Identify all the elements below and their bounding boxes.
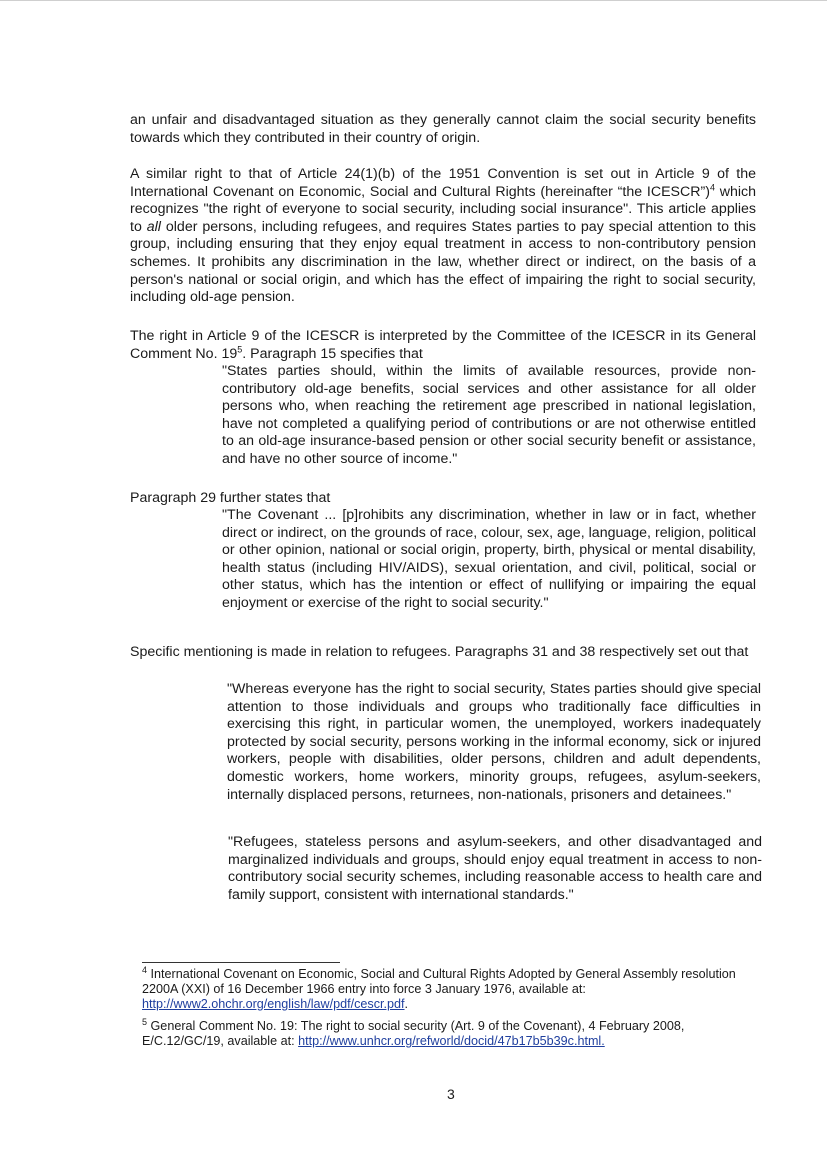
footnote-separator <box>142 962 340 963</box>
quote-paragraph-15: "States parties should, within the limits of available resources, provide non-contributory old-age benefits, social services and other assistance for all older persons who, when reaching the retirement age prescribed in national legislation, have not completed a qualifying period of contributions or are not otherwise entitled to an old-age insurance-based pension or other social security benefit or assistance, and have no other source of income." <box>222 363 756 467</box>
footnote-4-end: . <box>404 997 409 1011</box>
quote-paragraph-31: "Whereas everyone has the right to social security, States parties should give special attention to those individuals and groups who traditionally face difficulties in exercising this right, in particular women, the unemployed, workers inadequately protected by social security, persons working in the informal economy, sick or injured workers, people with disabilities, older persons, children and adult dependents, domestic workers, home workers, minority groups, refugees, asylum-seekers, internally displaced persons, returnees, non-nationals, prisoners and detainees." <box>227 681 761 803</box>
paragraph-icescr-text-c: older persons, including refugees, and requires States parties to pay special attention to this group, including ensuring that they enjoy equal treatment in access to non-contributory pension schemes. It prohibits any discrimination in the law, whether direct or indirect, on the basis of a person's national or social origin, and which has the effect of impairing the right to social security, including old-age pension. <box>130 218 756 306</box>
paragraph-refugees-intro: Specific mentioning is made in relation to refugees. Paragraphs 31 and 38 respectively set out that <box>130 644 749 660</box>
emphasis-all: all <box>146 218 161 235</box>
paragraph-29-intro: Paragraph 29 further states that <box>130 490 331 506</box>
quote-paragraph-38: "Refugees, stateless persons and asylum-seekers, and other disadvantaged and marginalized individuals and groups, should enjoy equal treatment in access to non-contributory social security schemes, including reasonable access to health care and family support, consistent with international standards." <box>228 834 762 903</box>
footnote-5-number: 5 <box>142 1016 148 1027</box>
footnote-ref-5: 5 <box>237 343 243 354</box>
paragraph-icescr-article <box>130 166 756 307</box>
footnote-4-link[interactable]: http://www2.ohchr.org/english/law/pdf/cescr.pdf <box>142 997 405 1011</box>
footnote-4 <box>142 964 742 1012</box>
footnote-5-text: General Comment No. 19: The right to social security (Art. 9 of the Covenant), 4 February 2008, E/C.12/GC/19, available at: <box>142 1019 685 1048</box>
footnote-ref-4: 4 <box>709 181 715 192</box>
page-number: 3 <box>447 1086 455 1102</box>
footnote-4-number: 4 <box>142 964 148 975</box>
scan-edge-line <box>0 0 827 1</box>
quote-paragraph-29: "The Covenant ... [p]rohibits any discrimination, whether in law or in fact, whether direct or indirect, on the grounds of race, colour, sex, age, language, religion, political or other opinion, national or social origin, property, birth, physical or mental disability, health status (including HIV/AIDS), sexual orientation, and civil, political, social or other status, which has the intention or effect of nullifying or impairing the equal enjoyment or exercise of the right to social security." <box>222 507 756 611</box>
paragraph-general-comment <box>130 328 756 363</box>
paragraph-icescr-text-a: A similar right to that of Article 24(1)(b) of the 1951 Convention is set out in Article 9 of the International Covenant on Economic, Social and Cultural Rights (hereinafter “the ICESCR”) <box>130 166 756 200</box>
paragraph-general-comment-text-a: The right in Article 9 of the ICESCR is interpreted by the Committee of the ICESCR in its General Comment No. 19 <box>130 328 756 362</box>
footnote-5-link[interactable]: http://www.unhcr.org/refworld/docid/47b17b5b39c.html. <box>298 1034 605 1048</box>
footnote-4-text: International Covenant on Economic, Social and Cultural Rights Adopted by General Assembly resolution 2200A (XXI) of 16 December 1966 entry into force 3 January 1976, available at: <box>142 967 736 996</box>
paragraph-icescr-text-b: which recognizes "the right of everyone to social security, including social insurance". This article applies to <box>130 183 756 235</box>
paragraph-general-comment-text-b: . Paragraph 15 specifies that <box>242 345 423 362</box>
paragraph-intro: an unfair and disadvantaged situation as they generally cannot claim the social security benefits towards which they contributed in their country of origin. <box>130 112 756 146</box>
footnote-5 <box>142 1016 742 1049</box>
